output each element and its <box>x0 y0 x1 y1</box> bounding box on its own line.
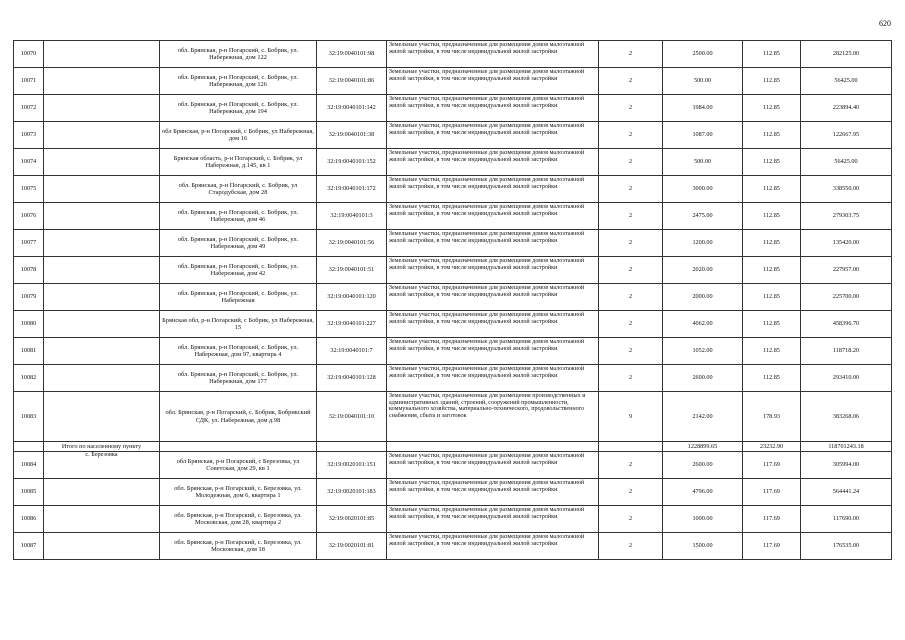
blank-cell <box>14 442 44 452</box>
land-use-cell: Земельные участки, предназначенные для размещения домов малоэтажной жилой застройки, в том числе индивидуальной жилой застройки <box>387 311 599 338</box>
cadastral-number-cell: 32:19:0020101:85 <box>317 506 387 533</box>
land-use-cell: Земельные участки, предназначенные для размещения домов малоэтажной жилой застройки, в том числе индивидуальной жилой застройки <box>387 41 599 68</box>
blank-cell <box>44 365 160 392</box>
row-id: 10077 <box>14 230 44 257</box>
blank-cell <box>44 176 160 203</box>
land-use-cell: Земельные участки, предназначенные для размещения домов малоэтажной жилой застройки, в том числе индивидуальной жилой застройки <box>387 506 599 533</box>
land-use-cell: Земельные участки, предназначенные для размещения производственных и административных зданий, строений, сооружений промышленности, коммунального хозяйства, материально-технического, продовольственного снабжения, сбыта и заготовок <box>387 392 599 442</box>
address-cell: обл. Брянская, р-н Погарский, с. Бобрик, ул. Набережная, дом 177 <box>160 365 317 392</box>
value-cell: 305994.00 <box>801 452 892 479</box>
cadastral-number-cell: 32:19:0040101:98 <box>317 41 387 68</box>
blank-cell <box>44 68 160 95</box>
table-row <box>14 68 892 95</box>
group-cell: 2 <box>599 95 663 122</box>
value-cell: 279303.75 <box>801 203 892 230</box>
table-row <box>14 257 892 284</box>
cadastral-number-cell: 32:19:0040101:3 <box>317 203 387 230</box>
blank-cell <box>44 230 160 257</box>
row-id: 10083 <box>14 392 44 442</box>
row-id: 10081 <box>14 338 44 365</box>
area-cell: 500.00 <box>663 149 743 176</box>
rate-cell: 178.93 <box>743 392 801 442</box>
blank-cell <box>44 392 160 442</box>
value-cell: 282125.00 <box>801 41 892 68</box>
group-cell: 2 <box>599 506 663 533</box>
group-cell: 2 <box>599 230 663 257</box>
address-cell: обл. Брянская, р-н Погарский, с. Бобрик, Бобрикский СДК, ул. Набережная, дом д.98 <box>160 392 317 442</box>
value-cell: 227957.00 <box>801 257 892 284</box>
blank-cell <box>44 284 160 311</box>
value-cell: 56425.00 <box>801 149 892 176</box>
land-use-cell: Земельные участки, предназначенные для размещения домов малоэтажной жилой застройки, в том числе индивидуальной жилой застройки <box>387 149 599 176</box>
value-cell: 338550.00 <box>801 176 892 203</box>
blank-cell <box>317 442 387 452</box>
cadastral-number-cell: 32:19:0020101:183 <box>317 479 387 506</box>
table-row <box>14 230 892 257</box>
blank-cell <box>44 41 160 68</box>
rate-cell: 112.85 <box>743 95 801 122</box>
rate-cell: 112.85 <box>743 311 801 338</box>
land-use-cell: Земельные участки, предназначенные для размещения домов малоэтажной жилой застройки, в том числе индивидуальной жилой застройки <box>387 365 599 392</box>
row-id: 10082 <box>14 365 44 392</box>
rate-cell: 112.85 <box>743 176 801 203</box>
table-row <box>14 392 892 442</box>
area-cell: 1000.00 <box>663 506 743 533</box>
table-row <box>14 203 892 230</box>
group-cell: 2 <box>599 338 663 365</box>
address-cell: обл Брянская, р-н Погарский, с Бобрик, ул Набережная, дом 16 <box>160 122 317 149</box>
value-cell: 458396.70 <box>801 311 892 338</box>
area-cell: 2475.00 <box>663 203 743 230</box>
rate-cell: 112.85 <box>743 257 801 284</box>
land-use-cell: Земельные участки, предназначенные для размещения домов малоэтажной жилой застройки, в том числе индивидуальной жилой застройки <box>387 533 599 560</box>
blank-cell <box>160 442 317 452</box>
land-use-cell: Земельные участки, предназначенные для размещения домов малоэтажной жилой застройки, в том числе индивидуальной жилой застройки <box>387 452 599 479</box>
row-id: 10078 <box>14 257 44 284</box>
value-cell: 223894.40 <box>801 95 892 122</box>
area-cell: 1984.00 <box>663 95 743 122</box>
area-cell: 1087.00 <box>663 122 743 149</box>
land-use-cell: Земельные участки, предназначенные для размещения домов малоэтажной жилой застройки, в том числе индивидуальной жилой застройки <box>387 203 599 230</box>
group-cell: 2 <box>599 284 663 311</box>
blank-cell <box>44 311 160 338</box>
cadastral-number-cell: 32:19:0040101:56 <box>317 230 387 257</box>
table-row <box>14 452 892 479</box>
blank-cell <box>599 442 663 452</box>
area-cell: 2142.00 <box>663 392 743 442</box>
cadastral-number-cell: 32:19:0040101:86 <box>317 68 387 95</box>
row-id: 10086 <box>14 506 44 533</box>
area-cell: 500.00 <box>663 68 743 95</box>
blank-cell <box>44 149 160 176</box>
value-cell: 56425.00 <box>801 68 892 95</box>
land-use-cell: Земельные участки, предназначенные для размещения домов малоэтажной жилой застройки, в том числе индивидуальной жилой застройки <box>387 95 599 122</box>
rate-cell: 117.69 <box>743 452 801 479</box>
group-cell: 2 <box>599 533 663 560</box>
table-row <box>14 365 892 392</box>
area-cell: 2000.00 <box>663 284 743 311</box>
area-cell: 1500.00 <box>663 533 743 560</box>
cadastral-number-cell: 32:19:0040101:38 <box>317 122 387 149</box>
address-cell: обл Брянская, р-н Погарский, с Березовка, ул Советская, дом 29, кв 1 <box>160 452 317 479</box>
group-cell: 2 <box>599 452 663 479</box>
land-use-cell: Земельные участки, предназначенные для размещения домов малоэтажной жилой застройки, в том числе индивидуальной жилой застройки <box>387 479 599 506</box>
group-cell: 2 <box>599 311 663 338</box>
rate-cell: 112.85 <box>743 203 801 230</box>
group-cell: 2 <box>599 257 663 284</box>
land-use-cell: Земельные участки, предназначенные для размещения домов малоэтажной жилой застройки, в том числе индивидуальной жилой застройки <box>387 122 599 149</box>
blank-cell <box>44 506 160 533</box>
rate-cell: 112.85 <box>743 122 801 149</box>
address-cell: обл. Брянская, р-н Погарский, с. Бобрик, ул. Набережная, дом 126 <box>160 68 317 95</box>
cadastral-number-cell: 32:19:0040101:172 <box>317 176 387 203</box>
address-cell: обл. Брянская, р-н Погарский, с. Бобрик, ул. Набережная, дом 46 <box>160 203 317 230</box>
rate-cell: 112.85 <box>743 338 801 365</box>
address-cell: обл. Брянская, р-н Погарский, с. Бобрик, ул. Набережная, дом 122 <box>160 41 317 68</box>
row-id: 10076 <box>14 203 44 230</box>
row-id: 10084 <box>14 452 44 479</box>
area-cell: 3000.00 <box>663 176 743 203</box>
blank-cell <box>387 442 599 452</box>
group-cell: 2 <box>599 479 663 506</box>
cadastral-number-cell: 32:19:0040101:10 <box>317 392 387 442</box>
value-cell: 122667.95 <box>801 122 892 149</box>
row-id: 10073 <box>14 122 44 149</box>
table-row <box>14 149 892 176</box>
settlement-name: с. Березовка <box>44 452 160 479</box>
total-label: Итого по населенному пункту <box>44 442 160 452</box>
table-row <box>14 338 892 365</box>
rate-cell: 117.69 <box>743 533 801 560</box>
row-id: 10087 <box>14 533 44 560</box>
address-cell: обл. Брянская, р-н Погарский, с. Бобрик, ул Стародубская, дом 28 <box>160 176 317 203</box>
group-cell: 2 <box>599 122 663 149</box>
address-cell: обл. Брянская, р-н Погарский, с. Бобрик, ул. Набережная, дом 49 <box>160 230 317 257</box>
row-id: 10071 <box>14 68 44 95</box>
cadastral-number-cell: 32:19:0040101:51 <box>317 257 387 284</box>
cadastral-number-cell: 32:19:0040101:142 <box>317 95 387 122</box>
land-use-cell: Земельные участки, предназначенные для размещения домов малоэтажной жилой застройки, в том числе индивидуальной жилой застройки <box>387 230 599 257</box>
blank-cell <box>44 533 160 560</box>
cadastral-number-cell: 32:19:0040101:128 <box>317 365 387 392</box>
group-cell: 2 <box>599 203 663 230</box>
rate-cell: 117.69 <box>743 506 801 533</box>
rate-cell: 112.85 <box>743 41 801 68</box>
row-id: 10070 <box>14 41 44 68</box>
row-id: 10074 <box>14 149 44 176</box>
total-rate: 23232.90 <box>743 442 801 452</box>
page-number: 620 <box>879 19 891 28</box>
table-row <box>14 122 892 149</box>
value-cell: 117690.00 <box>801 506 892 533</box>
value-cell: 135420.00 <box>801 230 892 257</box>
land-use-cell: Земельные участки, предназначенные для размещения домов малоэтажной жилой застройки, в том числе индивидуальной жилой застройки <box>387 284 599 311</box>
address-cell: обл. Брянская, р-н Погарский, с. Березовка, ул. Московская, дом 28, квартира 2 <box>160 506 317 533</box>
blank-cell <box>44 257 160 284</box>
address-cell: обл. Брянская, р-н Погарский, с. Бобрик, ул. Набережная, дом 42 <box>160 257 317 284</box>
area-cell: 1200.00 <box>663 230 743 257</box>
land-use-cell: Земельные участки, предназначенные для размещения домов малоэтажной жилой застройки, в том числе индивидуальной жилой застройки <box>387 338 599 365</box>
row-id: 10079 <box>14 284 44 311</box>
cadastral-number-cell: 32:19:0020101:151 <box>317 452 387 479</box>
address-cell: обл. Брянская, р-н Погарский, с. Березовка, ул. Московская, дом 18 <box>160 533 317 560</box>
value-cell: 176535.00 <box>801 533 892 560</box>
table-row <box>14 533 892 560</box>
address-cell: обл. Брянская, р-н Погарский, с. Бобрик, ул. Набережная <box>160 284 317 311</box>
group-cell: 2 <box>599 176 663 203</box>
land-use-cell: Земельные участки, предназначенные для размещения домов малоэтажной жилой застройки, в том числе индивидуальной жилой застройки <box>387 68 599 95</box>
cadastral-number-cell: 32:19:0040101:7 <box>317 338 387 365</box>
blank-cell <box>44 338 160 365</box>
group-cell: 2 <box>599 41 663 68</box>
table-row <box>14 311 892 338</box>
table-row <box>14 176 892 203</box>
table-row <box>14 41 892 68</box>
area-cell: 2600.00 <box>663 452 743 479</box>
group-cell: 2 <box>599 365 663 392</box>
address-cell: обл. Брянская, р-н Погарский, с. Бобрик, ул. Набережная, дом 194 <box>160 95 317 122</box>
cadastral-number-cell: 32:19:0040101:120 <box>317 284 387 311</box>
area-cell: 2020.00 <box>663 257 743 284</box>
address-cell: Брянская область, р-н Погарский, с. Бобрик, ул Набережная, д.145, кв 1 <box>160 149 317 176</box>
value-cell: 564441.24 <box>801 479 892 506</box>
total-area: 1228899.65 <box>663 442 743 452</box>
rate-cell: 112.85 <box>743 365 801 392</box>
blank-cell <box>44 203 160 230</box>
address-cell: обл. Брянская, р-н Погарский, с. Бобрик, ул. Набережная, дом 97, квартира 4 <box>160 338 317 365</box>
cadastral-number-cell: 32:19:0040101:227 <box>317 311 387 338</box>
rate-cell: 112.85 <box>743 68 801 95</box>
row-id: 10075 <box>14 176 44 203</box>
settlement-total-row <box>14 442 892 452</box>
area-cell: 4062.00 <box>663 311 743 338</box>
address-cell: Брянская обл, р-н Погарский, с Бобрик, ул Набережная, 15 <box>160 311 317 338</box>
row-id: 10085 <box>14 479 44 506</box>
address-cell: обл. Брянская, р-н Погарский, с. Березовка, ул. Молодежная, дом 6, квартира 1 <box>160 479 317 506</box>
group-cell: 2 <box>599 149 663 176</box>
table-row <box>14 479 892 506</box>
blank-cell <box>44 122 160 149</box>
land-use-cell: Земельные участки, предназначенные для размещения домов малоэтажной жилой застройки, в том числе индивидуальной жилой застройки <box>387 257 599 284</box>
land-use-cell: Земельные участки, предназначенные для размещения домов малоэтажной жилой застройки, в том числе индивидуальной жилой застройки <box>387 176 599 203</box>
cadastral-value-table <box>13 40 892 560</box>
rate-cell: 117.69 <box>743 479 801 506</box>
row-id: 10072 <box>14 95 44 122</box>
group-cell: 9 <box>599 392 663 442</box>
table-row <box>14 284 892 311</box>
blank-cell <box>44 95 160 122</box>
value-cell: 383268.06 <box>801 392 892 442</box>
value-cell: 293410.00 <box>801 365 892 392</box>
group-cell: 2 <box>599 68 663 95</box>
value-cell: 225700.00 <box>801 284 892 311</box>
table-row <box>14 95 892 122</box>
cadastral-number-cell: 32:19:0040101:152 <box>317 149 387 176</box>
table-row <box>14 506 892 533</box>
value-cell: 118718.20 <box>801 338 892 365</box>
total-value: 118701243.18 <box>801 442 892 452</box>
rate-cell: 112.85 <box>743 284 801 311</box>
rate-cell: 112.85 <box>743 149 801 176</box>
rate-cell: 112.85 <box>743 230 801 257</box>
row-id: 10080 <box>14 311 44 338</box>
area-cell: 2500.00 <box>663 41 743 68</box>
area-cell: 2600.00 <box>663 365 743 392</box>
cadastral-number-cell: 32:19:0020101:81 <box>317 533 387 560</box>
area-cell: 4796.00 <box>663 479 743 506</box>
blank-cell <box>44 479 160 506</box>
area-cell: 1052.00 <box>663 338 743 365</box>
